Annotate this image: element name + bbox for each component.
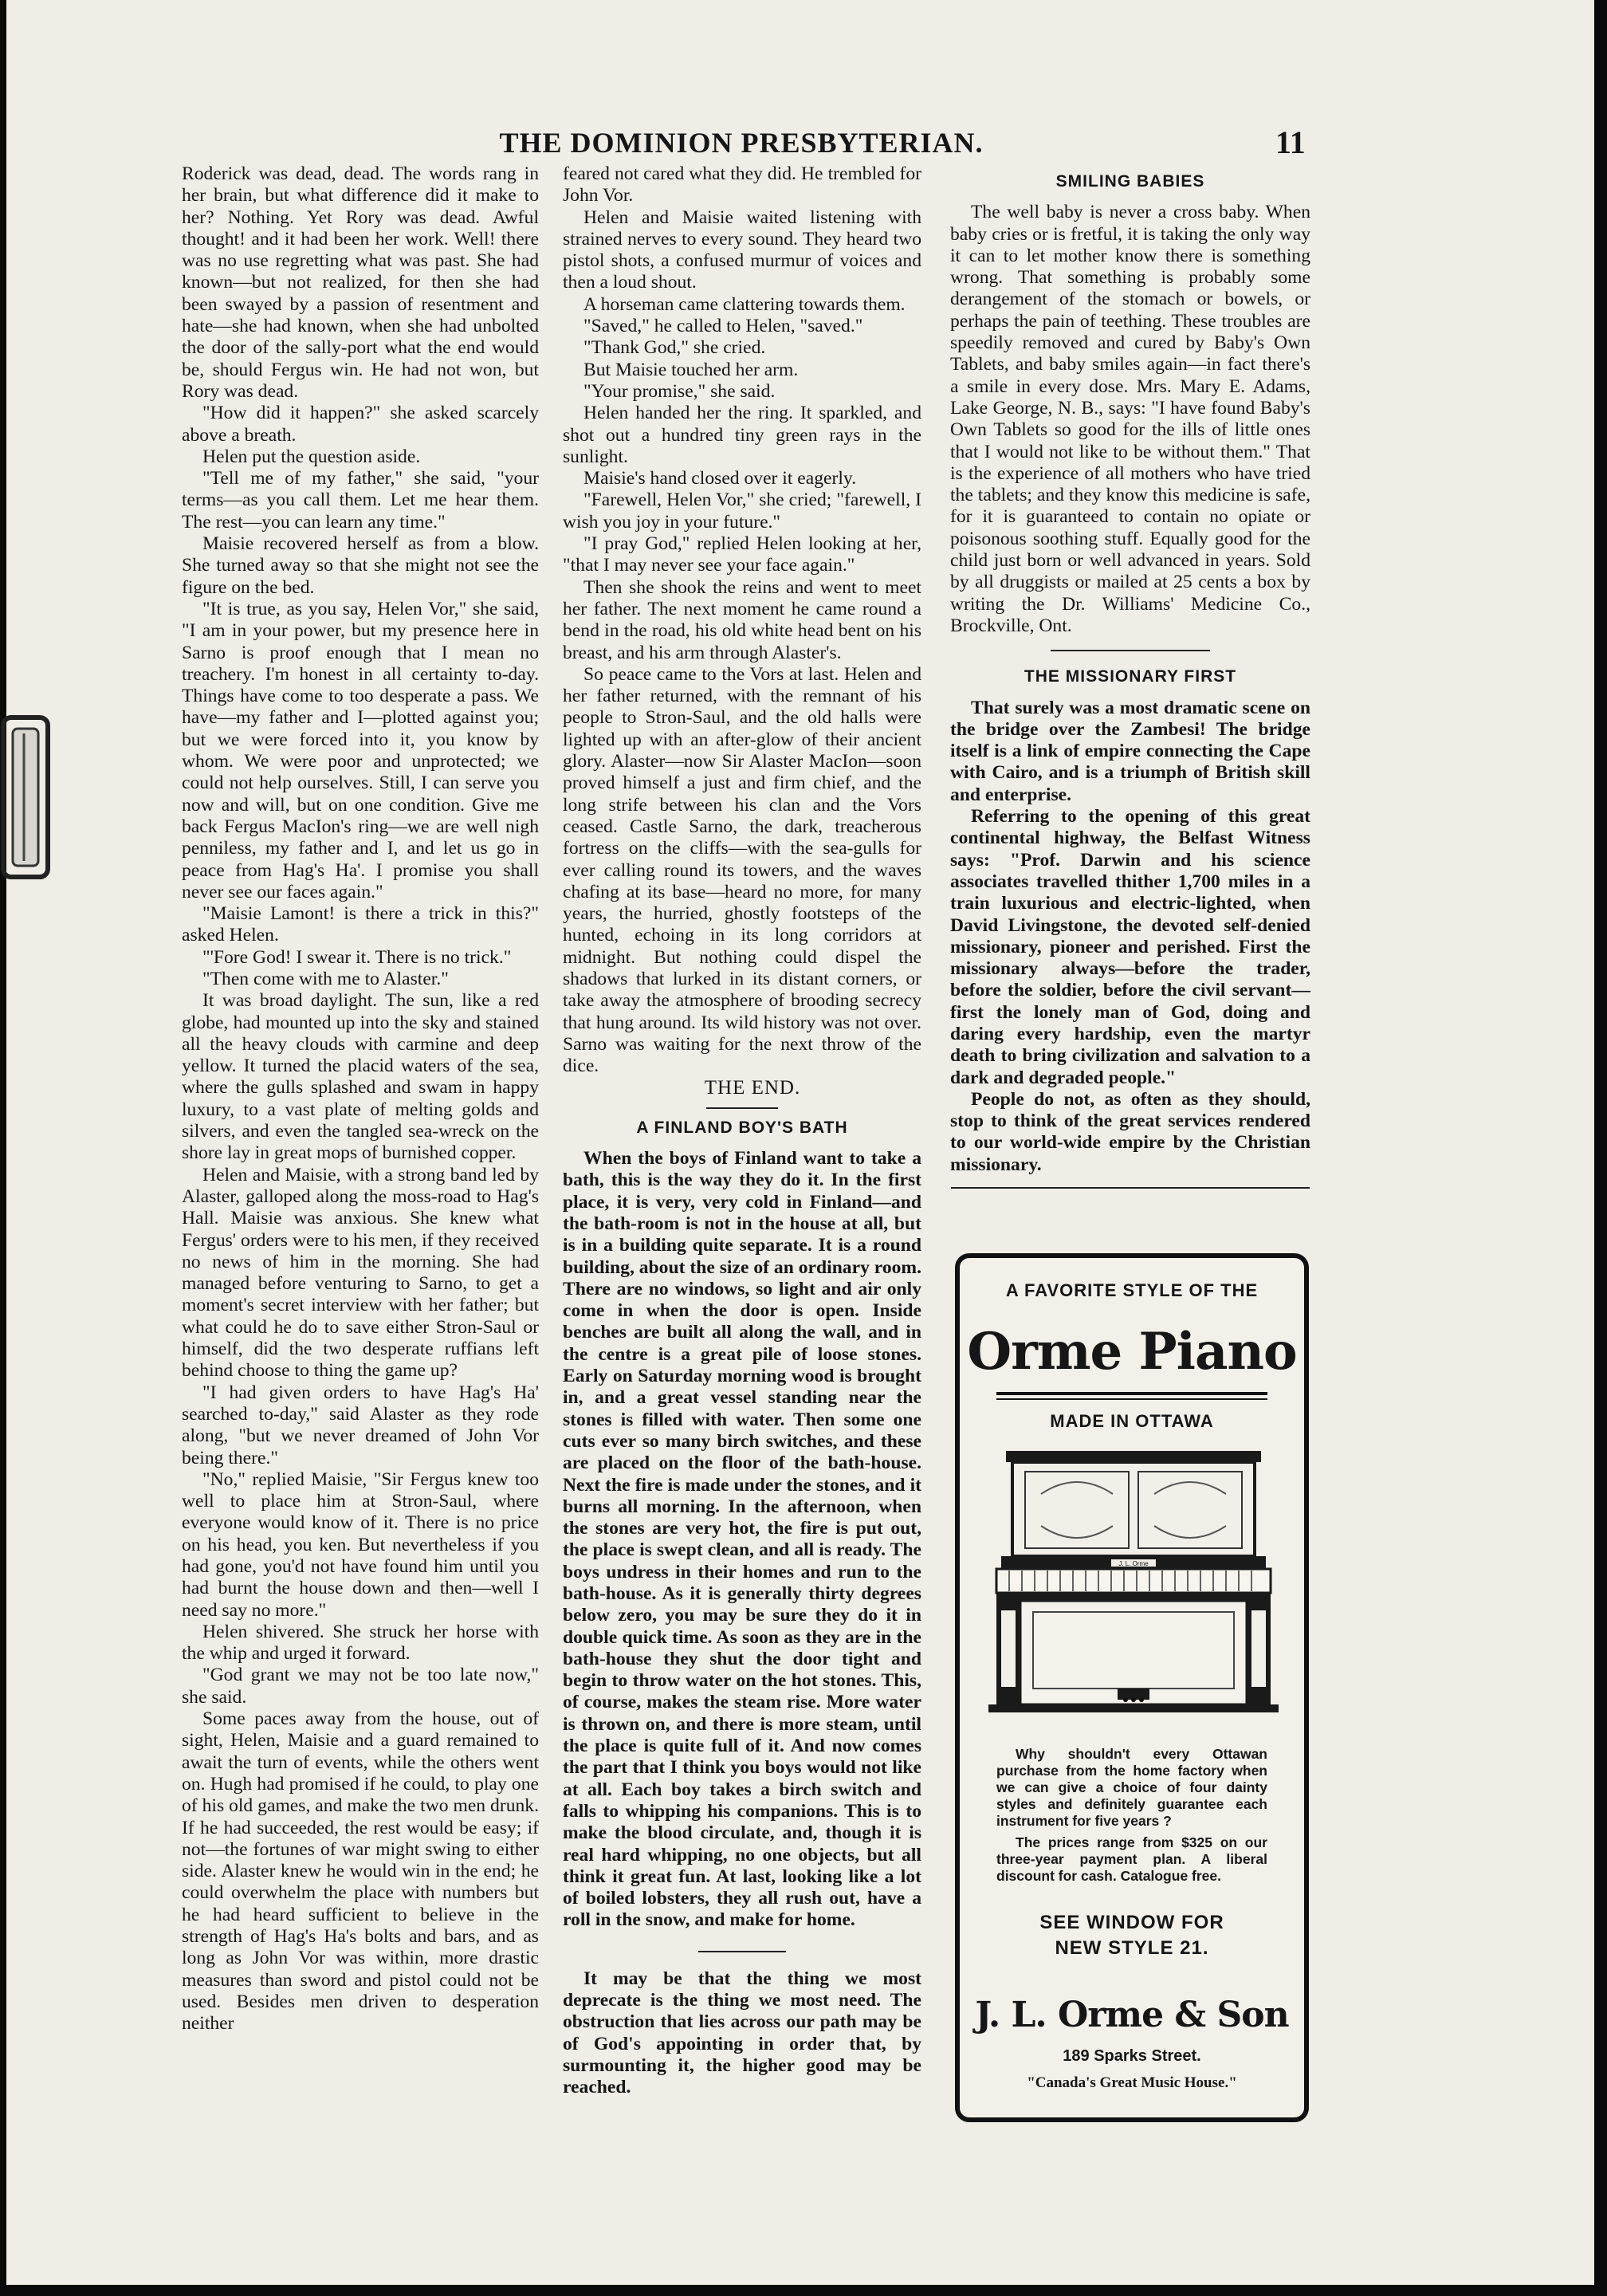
finland-article: When the boys of Finland want to take a bath, this is the way they do it. In the first place, it is very, very cold in Finland—and the bath-room is not in the house at all, but is in a building quite separate. It is a round building, about the size of an ordinary room. There are no windows, so light and air only come in when the door is open. Inside benches are built all along the wall, and in the centre is a great pile of loose stones. Early on Saturday morning wood is brought in, and a great vessel standing near the stones is filled with water. Then some one cuts ever so many birch switches, and these are placed on the floor of the bath-house. Next the fire is made under the stones, and it burns all morning. In the afternoon, when the stones are very hot, the fire is put out, the place is swept clean, and all is ready. The boys undress in their homes and run to the bath-house. As it is generally thirty degrees below zero, you may be sure they do it in double quick time. As soon as they are in the bath-house they shut the door tight and begin to throw water on the hot stones. This, of course, makes the steam rise. More water is thrown on, and there is more steam, until the place is quite full of it. And now comes the part that I think you boys would not like at all. Each boy takes a birch switch and falls to whipping his companions. This is to make the blood circulate, and, though it is real hard whipping, no one objects, but all think it great fun. At last, looking like a lot of boiled lobsters, they all rush out, have a roll in the snow, and make for home. [563, 1148, 921, 1931]
story-paragraph: "Maisie Lamont! is there a trick in this?" asked Helen. [182, 903, 539, 946]
story-paragraph: But Maisie touched her arm. [583, 359, 799, 380]
story-paragraph: Helen put the question aside. [202, 446, 421, 467]
missionary-paragraph: Referring to the opening of this great continental highway, the Belfast Witness says: "Prof. Darwin and his science associates travelled thither 1,700 miles in a train luxurious and electric-lighted, when David Livingstone, the devoted self-denied missionary, pioneer and perished. First the missionary always—before the trader, before the soldier, before the civil servant—first the lonely man of God, doing and daring every hardship, even the martyr death to bring civilization and salvation to a dark and degraded people." [950, 806, 1310, 1088]
ad-address: 189 Sparks Street. [1063, 2047, 1201, 2065]
story-paragraph: Helen shivered. She struck her horse with the whip and urged it forward. [182, 1621, 539, 1665]
masthead-title: THE DOMINION PRESBYTERIAN. [499, 127, 984, 159]
column-right [950, 166, 1310, 1197]
story-paragraph: "It is true, as you say, Helen Vor," she said, "I am in your power, but my presence here in Sarno is proof enough that I mean no treachery. I'm honest in all certainty to-day. Things have come to too desperate a pass. We have—my father and I—plotted against you; but we were forced into it, you know by whom. We were poor and unprotected; we could not help ourselves. Still, I can serve you now and will, but on one condition. Give me back Fergus MacIon's ring—we are well nigh penniless, my father and I, and let us go in peace from Hag's Ha'. I promise you shall never see our faces again." [182, 598, 539, 902]
finland-heading: A FINLAND BOY'S BATH [636, 1118, 848, 1137]
ad-see-window [960, 1910, 1304, 1961]
story-paragraph: Maisie recovered herself as from a blow. She turned away so that she might not see the figure on the bed. [182, 533, 539, 598]
section-divider [706, 1107, 778, 1109]
story-paragraph: "God grant we may not be too late now," she said. [182, 1665, 539, 1708]
story-paragraph: "No," replied Maisie, "Sir Fergus knew too well to place him at Stron-Saul, where everyone would know of it. There is no price on his head, you ken. But nevertheless if you had gone, you'd not have found him until you had burnt the house down and then—well I need say no more." [182, 1468, 539, 1621]
ad-body-text [996, 1746, 1267, 1885]
ad-rule [996, 1392, 1267, 1395]
story-paragraph: "Then come with me to Alaster." [202, 968, 449, 989]
story-paragraph: So peace came to the Vors at last. Helen and her father returned, with the remnant of his people to Stron-Saul, and the old halls were lighted up with an after-glow of their ancient glory. Alaster—now Sir Alaster MacIon—soon proved himself a just and firm chief, and the long strife between his clan and the Vors ceased. Castle Sarno, the dark, treacherous fortress on the cliffs—with the sea-gulls for ever calling round its towers, and the waves chafing at its base—heard no more, for many years, the hurried, ghostly footsteps of the hunted, echoing in its long corridors at midnight. But nothing could dispel the shadows that lurked in its distant corners, or take away the atmosphere of brooding secrecy that hung around. Its wild history was not over. Sarno was waiting for the next throw of the dice. [563, 663, 921, 1077]
story-paragraph: It was broad daylight. The sun, like a red globe, had mounted up into the sky and stained all the heavy clouds with carmine and deep yellow. It turned the placid waters of the sea, where the gulls splashed and swam in happy luxury, to a vast plate of melting golds and silvers, and even the tangled sea-wreck on the shore lay in great mops of burnished copper. [182, 990, 539, 1164]
page-number: 11 [1275, 124, 1306, 160]
ad-brand-title: Orme Piano [967, 1322, 1297, 1382]
ad-made-in: MADE IN OTTAWA [1050, 1411, 1214, 1431]
column-middle [563, 163, 921, 2099]
story-paragraph: "Saved," he called to Helen, "saved." [583, 316, 863, 337]
story-paragraph: "I had given orders to have Hag's Ha' searched to-day," said Alaster as they rode along, "but we never dreamed of John Vor being there." [182, 1382, 539, 1468]
story-paragraph: Helen and Maisie, with a strong band led by Alaster, galloped along the moss-road to Hag's Hall. Maisie was anxious. She knew what Fergus' orders were to his men, if they received no news of him in the morning. She had managed before venturing to Sarno, to get a moment's secret interview with her father; but what could he do to save either Stron-Saul or himself, did the two desperate ruffians left behind choose to thing the game up? [182, 1164, 539, 1382]
smiling-babies-article: The well baby is never a cross baby. When baby cries or is fretful, it is taking the only way it can to let mother know there is something wrong. That something is probably some derangement of the stomach or bowels, or perhaps the pain of teething. These troubles are speedily removed and cured by Baby's Own Tablets, and baby smiles again—in fact there's a smile in every dose. Mrs. Mary E. Adams, Lake George, N. B., says: "I have found Baby's Own Tablets so good for the ills of little ones that I would not like to be without them." That is the experience of all mothers who have tried the tablets; and they know this medicine is safe, for it is guaranteed to contain no opiate or poisonous soothing stuff. Equally good for the child just born or well advanced in years. Sold by all druggists or mailed at 25 cents a box by writing the Dr. Williams' Medicine Co., Brockville, Ont. [950, 202, 1310, 636]
ad-firm-name: J. L. Orme & Son [975, 1995, 1289, 2035]
story-paragraph: Roderick was dead, dead. The words rang in her brain, but what difference did it make to her? Nothing. Yet Rory was dead. Awful thought! and it had been her work. Well! there was no use regretting what was past. She had known—but not realized, for then she had been swayed by a passion of resentment and hate—she had known, when she had unbolted the door of the sally-port what the end would be, should Fergus win. He had not won, but Rory was dead. [182, 163, 539, 402]
binder-clip-icon [0, 710, 59, 885]
missionary-heading: THE MISSIONARY FIRST [1024, 667, 1237, 686]
ad-body-paragraph: Why shouldn't every Ottawan purchase from the home factory when we can give a choice of four dainty styles and definitely guarantee each instrument for five years ? [996, 1746, 1267, 1829]
story-paragraph: Maisie's hand closed over it eagerly. [583, 468, 857, 489]
upright-piano-illustration [977, 1446, 1290, 1717]
story-paragraph: "How did it happen?" she asked scarcely above a breath. [182, 403, 539, 446]
ad-top-line: A FAVORITE STYLE OF THE [1005, 1280, 1259, 1300]
section-divider [1051, 650, 1210, 651]
story-paragraph: "Tell me of my father," she said, "your terms—as you call them. Let me hear them. The rest—you can learn any time." [182, 468, 539, 533]
story-paragraph: Helen and Maisie waited listening with strained nerves to every sound. They heard two pistol shots, a confused murmur of voices and then a loud shout. [563, 206, 921, 293]
section-divider [951, 1187, 1310, 1189]
story-paragraph: "Your promise," she said. [583, 380, 776, 402]
story-paragraph: "Farewell, Helen Vor," she cried; "farewell, I wish you joy in your future." [563, 489, 921, 533]
ad-rule [996, 1398, 1267, 1400]
piano-nameboard-label: J. L. Orme [1118, 1560, 1149, 1567]
the-end-label: THE END. [704, 1077, 801, 1099]
column-left [182, 163, 539, 2035]
story-paragraph: "I pray God," replied Helen looking at her, "that I may never see your face again." [563, 533, 921, 576]
maxim-paragraph: It may be that the thing we most deprecate is the thing we most need. The obstruction that lies across our path may be of God's appointing in order that, by surmounting it, the higher good may be reached. [563, 1968, 921, 2098]
page-edge-left [0, 0, 6, 2296]
ad-tagline: "Canada's Great Music House." [1027, 2074, 1237, 2091]
missionary-paragraph: People do not, as often as they should, stop to think of the great services rendered to our world-wide empire by the Christian missionary. [950, 1088, 1310, 1175]
section-divider [698, 1951, 786, 1952]
ad-see-line: SEE WINDOW FOR [1039, 1912, 1224, 1933]
ad-see-line: NEW STYLE 21. [1055, 1937, 1209, 1959]
story-paragraph: "'Fore God! I swear it. There is no trick." [202, 946, 512, 968]
ad-body-paragraph: The prices range from $325 on our three-year payment plan. A liberal discount for cash. Catalogue free. [996, 1834, 1267, 1884]
orme-piano-advertisement [955, 1253, 1309, 2122]
story-paragraph: A horseman came clattering towards them. [583, 293, 906, 315]
page-edge-bottom [0, 2285, 1607, 2296]
smiling-babies-heading: SMILING BABIES [1055, 172, 1205, 191]
story-paragraph: Some paces away from the house, out of sight, Helen, Maisie and a guard remained to await the turn of events, while the others went on. Hugh had promised if he could, to play one of his old games, and make the two men drunk. If he had succeeded, the rest would be easy; if not—the fortunes of war might swing to either side. Alaster knew he would win in the end; he could overwhelm the place with numbers but he had heard sufficient to believe in the strength of Hag's Ha's bolts and bars, and as long as John Vor was within, more drastic measures than sword and pistol could not be used. Besides men driven to desperation neither [182, 1708, 539, 2035]
story-paragraph: "Thank God," she cried. [583, 337, 766, 359]
story-paragraph: Then she shook the reins and went to meet her father. The next moment he came round a bend in the road, his old white head bent on his breast, and his arm through Alaster's. [563, 576, 921, 663]
missionary-paragraph: That surely was a most dramatic scene on the bridge over the Zambesi! The bridge itself is a link of empire connecting the Cape with Cairo, and is a triumph of British skill and enterprise. [950, 697, 1310, 805]
story-paragraph: feared not cared what they did. He trembled for John Vor. [563, 163, 921, 206]
page-edge-right [1594, 0, 1607, 2296]
story-paragraph: Helen handed her the ring. It sparkled, and shot out a hundred tiny green rays in the sunlight. [563, 403, 921, 467]
